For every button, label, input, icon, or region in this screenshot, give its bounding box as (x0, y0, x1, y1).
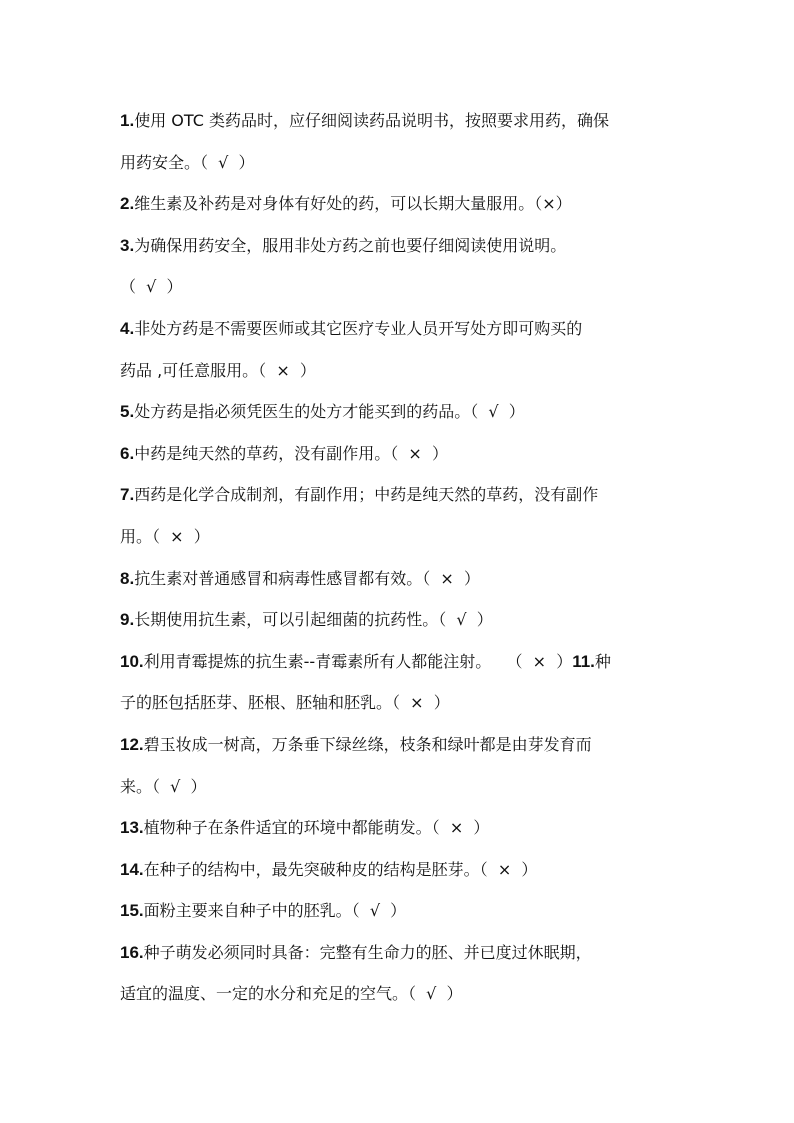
text-line (120, 225, 680, 267)
text-line (120, 142, 680, 184)
text-line (120, 890, 680, 932)
question-number: 8. (120, 568, 135, 588)
text-line (120, 100, 680, 142)
question-text: 碧玉妆成一树高，万条垂下绿丝绦，枝条和绿叶都是由芽发育而 (143, 734, 592, 754)
text-line (120, 516, 680, 558)
question-text: 长期使用抗生素，可以引起细菌的抗药性。（ √ ） (134, 610, 493, 630)
question-text: 面粉主要来自种子中的胚乳。（ √ ） (143, 901, 407, 921)
text-line (120, 641, 680, 683)
question-number: 11. (572, 651, 595, 671)
question-text: 来。（ √ ） (120, 776, 207, 796)
text-line (120, 308, 680, 350)
question-text: 使用 OTC 类药品时，应仔细阅读药品说明书，按照要求用药，确保 (134, 111, 609, 130)
question-number: 1. (120, 111, 135, 130)
question-number: 6. (120, 443, 135, 463)
question-text: 用。（ × ） (120, 526, 210, 546)
question-number: 9. (120, 610, 135, 630)
question-text: 维生素及补药是对身体有好处的药，可以长期大量服用。（×） (134, 194, 572, 214)
question-text: 中药是纯天然的草药，没有副作用。（ × ） (134, 443, 448, 463)
text-line (120, 766, 680, 808)
question-text: 为确保用药安全，服用非处方药之前也要仔细阅读使用说明。 (134, 235, 567, 255)
question-text: 处方药是指必须凭医生的处方才能买到的药品。（ √ ） (134, 402, 525, 422)
question-number: 12. (120, 734, 144, 754)
text-line (120, 183, 680, 225)
text-line (120, 350, 680, 392)
question-text: 种子萌发必须同时具备：完整有生命力的胚、并已度过休眠期， (143, 942, 592, 962)
question-text: 适宜的温度、一定的水分和充足的空气。（ √ ） (120, 984, 463, 1004)
question-text: 利用青霉提炼的抗生素--青霉素所有人都能注射。 （ × ） (143, 651, 573, 671)
question-text: （ √ ） (120, 277, 183, 297)
text-line (120, 558, 680, 600)
text-line (120, 433, 680, 475)
question-text: 在种子的结构中，最先突破种皮的结构是胚芽。（ × ） (143, 859, 538, 879)
document-body (120, 100, 680, 1015)
question-number: 5. (120, 402, 135, 422)
question-text: 植物种子在条件适宜的环境中都能萌发。（ × ） (143, 818, 490, 838)
question-number: 16. (120, 942, 144, 962)
question-number: 4. (120, 318, 135, 338)
text-line (120, 266, 680, 308)
text-line (120, 391, 680, 433)
text-line (120, 724, 680, 766)
question-number: 13. (120, 818, 144, 838)
text-line (120, 973, 680, 1015)
question-text: 西药是化学合成制剂，有副作用；中药是纯天然的草药，没有副作 (134, 485, 599, 505)
text-line (120, 807, 680, 849)
question-number: 3. (120, 235, 135, 255)
text-line (120, 849, 680, 891)
question-number: 15. (120, 901, 144, 921)
text-line (120, 932, 680, 974)
question-text: 非处方药是不需要医师或其它医疗专业人员开写处方即可购买的 (134, 318, 583, 338)
question-number: 2. (120, 194, 135, 214)
text-line (120, 474, 680, 516)
text-line (120, 682, 680, 724)
text-line (120, 599, 680, 641)
question-number: 7. (120, 485, 135, 505)
question-text: 种 (594, 651, 611, 671)
question-text: 药品 ,可任意服用。（ × ） (120, 360, 316, 380)
question-text: 子的胚包括胚芽、胚根、胚轴和胚乳。（ × ） (120, 693, 450, 713)
question-number: 14. (120, 859, 144, 879)
question-text: 用药安全。（ √ ） (120, 152, 255, 172)
question-number: 10. (120, 651, 144, 671)
question-text: 抗生素对普通感冒和病毒性感冒都有效。（ × ） (134, 568, 480, 588)
